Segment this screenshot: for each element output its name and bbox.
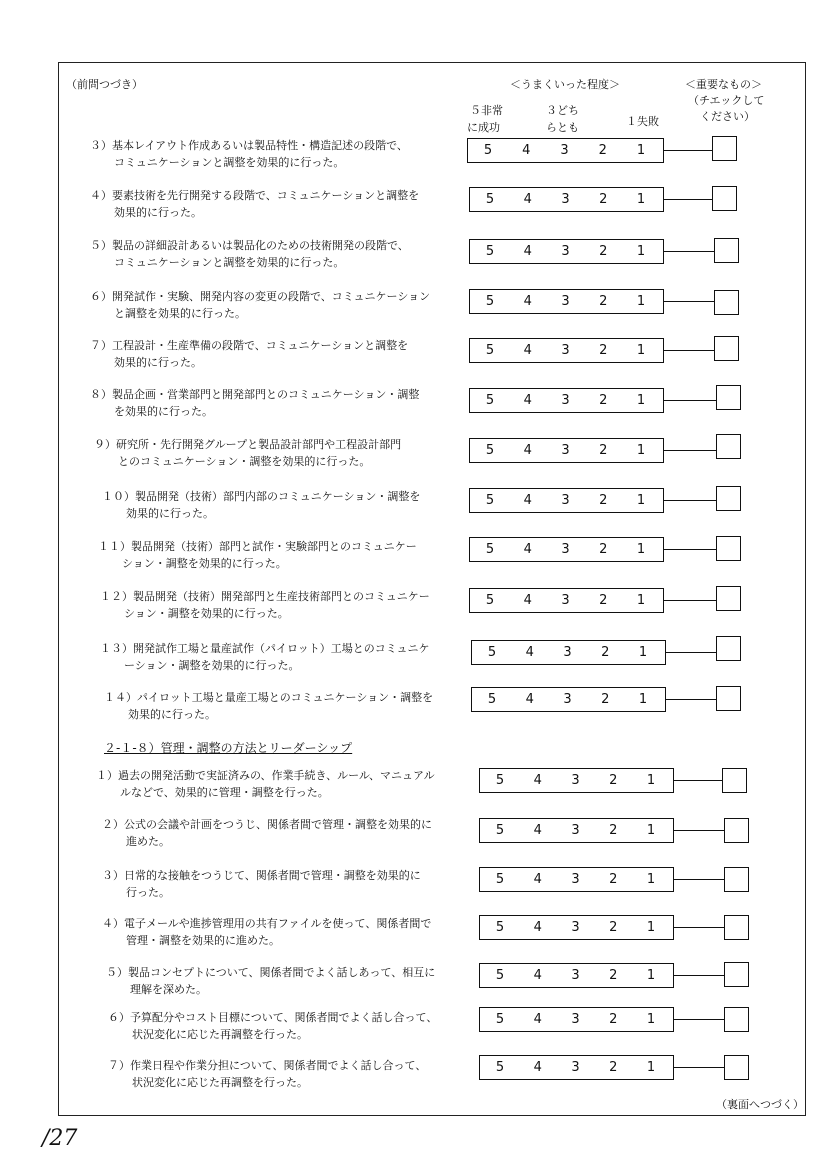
rating-option-3[interactable]: 3 xyxy=(563,645,572,660)
connector-line xyxy=(674,975,724,976)
question-text-line1: 日常的な接触をつうじて、関係者間で管理・調整を効果的に xyxy=(124,869,421,882)
rating-option-4[interactable]: 4 xyxy=(522,143,531,158)
degree-header: ＜うまくいった程度＞ xyxy=(510,78,620,91)
connector-line xyxy=(664,350,714,351)
rating-option-4[interactable]: 4 xyxy=(523,294,532,309)
important-checkbox[interactable] xyxy=(716,536,741,561)
scale-5-label-1: ５非常 xyxy=(470,104,503,117)
rating-option-2[interactable]: 2 xyxy=(609,872,618,887)
rating-option-5[interactable]: 5 xyxy=(487,645,497,660)
rating-option-2[interactable]: 2 xyxy=(599,343,608,358)
comm-question xyxy=(90,237,409,271)
rating-option-4[interactable]: 4 xyxy=(523,393,532,408)
rating-scale xyxy=(471,687,666,712)
question-text-line1: 製品開発（技術）開発部門と生産技術部門とのコミュニケー xyxy=(133,590,430,603)
question-text-line2: 行った。 xyxy=(126,886,170,899)
rating-option-4[interactable]: 4 xyxy=(523,244,532,259)
comm-question xyxy=(100,640,430,674)
rating-option-5[interactable]: 5 xyxy=(485,443,495,458)
question-text-line1: 開発試作工場と量産試作（パイロット）工場とのコミュニケ xyxy=(133,642,430,655)
rating-scale xyxy=(479,768,674,793)
comm-question xyxy=(98,538,417,572)
section-title: ２-１-８）管理・調整の方法とリーダーシップ xyxy=(104,741,353,755)
question-text-line2: と調整を効果的に行った。 xyxy=(114,307,246,320)
question-text-line1: 要素技術を先行開発する段階で、コミュニケーションと調整を xyxy=(112,189,420,202)
mgmt-question xyxy=(96,767,435,801)
question-text-line1: 研究所・先行開発グループと製品設計部門や工程設計部門 xyxy=(116,438,402,451)
scale-3-label-1: ３どち xyxy=(546,104,579,117)
connector-line xyxy=(666,699,716,700)
question-text-line1: 基本レイアウト作成あるいは製品特性・構造記述の段階で、 xyxy=(112,139,408,152)
important-checkbox[interactable] xyxy=(716,486,741,511)
rating-option-5[interactable]: 5 xyxy=(485,244,495,259)
rating-option-4[interactable]: 4 xyxy=(523,493,532,508)
comm-question xyxy=(104,689,433,723)
question-text-line2: 進めた。 xyxy=(126,835,170,848)
rating-option-3[interactable]: 3 xyxy=(561,493,570,508)
rating-option-4[interactable]: 4 xyxy=(533,823,542,838)
scale-1-label: １失敗 xyxy=(626,115,659,128)
important-checkbox[interactable] xyxy=(712,186,737,211)
comm-question xyxy=(90,137,408,171)
rating-scale xyxy=(479,1055,674,1080)
rating-option-3[interactable]: 3 xyxy=(561,192,570,207)
question-text-line2: ション・調整を効果的に行った。 xyxy=(122,557,287,570)
connector-line xyxy=(674,780,722,781)
rating-option-2[interactable]: 2 xyxy=(601,692,610,707)
rating-option-5[interactable]: 5 xyxy=(487,692,497,707)
question-text-line1: 製品企画・営業部門と開発部門とのコミュニケーション・調整 xyxy=(112,388,420,401)
question-number: ７） xyxy=(108,1059,130,1072)
rating-option-1[interactable]: 1 xyxy=(646,773,656,788)
important-checkbox[interactable] xyxy=(716,686,741,711)
rating-option-4[interactable]: 4 xyxy=(533,920,542,935)
connector-line xyxy=(674,927,724,928)
rating-option-5[interactable]: 5 xyxy=(483,143,493,158)
question-number: １４） xyxy=(104,691,137,704)
check-instruction-2: ください） xyxy=(700,110,755,123)
rating-scale xyxy=(469,289,664,314)
connector-line xyxy=(674,1019,724,1020)
question-text-line2: ション・調整を効果的に行った。 xyxy=(124,607,289,620)
question-number: ６） xyxy=(90,290,112,303)
rating-option-2[interactable]: 2 xyxy=(609,773,618,788)
important-checkbox[interactable] xyxy=(714,238,739,263)
question-number: １３） xyxy=(100,642,133,655)
rating-option-3[interactable]: 3 xyxy=(563,692,572,707)
rating-option-5[interactable]: 5 xyxy=(495,968,505,983)
rating-scale xyxy=(469,438,664,463)
rating-option-1[interactable]: 1 xyxy=(636,192,646,207)
question-number: ６） xyxy=(108,1011,130,1024)
question-text-line2: 理解を深めた。 xyxy=(130,983,207,996)
rating-option-5[interactable]: 5 xyxy=(485,294,495,309)
rating-option-3[interactable]: 3 xyxy=(561,343,570,358)
question-text-line1: 製品開発（技術）部門内部のコミュニケーション・調整を xyxy=(135,490,421,503)
rating-option-1[interactable]: 1 xyxy=(636,143,646,158)
question-text-line2: 効果的に行った。 xyxy=(114,356,202,369)
important-checkbox[interactable] xyxy=(724,1007,749,1032)
rating-option-2[interactable]: 2 xyxy=(599,593,608,608)
rating-option-3[interactable]: 3 xyxy=(571,773,580,788)
rating-option-5[interactable]: 5 xyxy=(495,1012,505,1027)
question-text-line1: 過去の開発活動で実証済みの、作業手続き、ルール、マニュアル xyxy=(118,769,435,782)
important-checkbox[interactable] xyxy=(716,434,741,459)
question-text-line1: 電子メールや進捗管理用の共有ファイルを使って、関係者間で xyxy=(124,917,432,930)
connector-line xyxy=(664,549,716,550)
rating-option-1[interactable]: 1 xyxy=(636,343,646,358)
question-text-line1: 工程設計・生産準備の段階で、コミュニケーションと調整を xyxy=(112,339,409,352)
question-text-line2: ーション・調整を効果的に行った。 xyxy=(124,659,300,672)
rating-scale xyxy=(467,138,664,163)
rating-option-5[interactable]: 5 xyxy=(485,192,495,207)
connector-line xyxy=(664,150,712,151)
important-checkbox[interactable] xyxy=(724,1055,749,1080)
rating-option-1[interactable]: 1 xyxy=(646,823,656,838)
question-text-line2: 状況変化に応じた再調整を行った。 xyxy=(132,1076,308,1089)
question-number: ３） xyxy=(102,869,124,882)
connector-line xyxy=(664,251,714,252)
rating-option-2[interactable]: 2 xyxy=(599,393,608,408)
rating-option-1[interactable]: 1 xyxy=(638,645,648,660)
comm-question xyxy=(90,386,419,420)
rating-option-3[interactable]: 3 xyxy=(561,294,570,309)
mgmt-question xyxy=(102,816,432,850)
question-text-line2: 効果的に行った。 xyxy=(128,708,216,721)
question-number: １） xyxy=(96,769,118,782)
question-text-line2: コミュニケーションと調整を効果的に行った。 xyxy=(114,256,345,269)
rating-scale xyxy=(471,640,666,665)
rating-scale xyxy=(479,915,674,940)
rating-option-3[interactable]: 3 xyxy=(571,968,580,983)
rating-option-4[interactable]: 4 xyxy=(533,968,542,983)
rating-option-2[interactable]: 2 xyxy=(609,968,618,983)
important-header: ＜重要なもの＞ xyxy=(685,78,762,91)
question-text-line2: を効果的に行った。 xyxy=(114,405,213,418)
rating-option-1[interactable]: 1 xyxy=(646,920,656,935)
question-number: ７） xyxy=(90,339,112,352)
rating-option-4[interactable]: 4 xyxy=(523,593,532,608)
rating-option-3[interactable]: 3 xyxy=(560,143,569,158)
rating-option-4[interactable]: 4 xyxy=(525,645,534,660)
rating-option-2[interactable]: 2 xyxy=(609,920,618,935)
connector-line xyxy=(674,879,724,880)
important-checkbox[interactable] xyxy=(716,586,741,611)
rating-scale xyxy=(469,588,664,613)
rating-option-3[interactable]: 3 xyxy=(571,823,580,838)
continue-label: （裏面へつづく） xyxy=(716,1098,804,1111)
rating-option-3[interactable]: 3 xyxy=(561,244,570,259)
connector-line xyxy=(664,400,716,401)
mgmt-question xyxy=(108,1009,437,1043)
question-number: ３） xyxy=(90,139,112,152)
question-text-line2: とのコミュニケーション・調整を効果的に行った。 xyxy=(118,455,371,468)
mgmt-question xyxy=(106,964,435,998)
rating-option-5[interactable]: 5 xyxy=(485,542,495,557)
rating-option-4[interactable]: 4 xyxy=(523,192,532,207)
important-checkbox[interactable] xyxy=(724,867,749,892)
rating-option-4[interactable]: 4 xyxy=(533,1060,542,1075)
question-text-line1: 製品開発（技術）部門と試作・実験部門とのコミュニケー xyxy=(131,540,417,553)
rating-option-3[interactable]: 3 xyxy=(571,1012,580,1027)
connector-line xyxy=(674,1067,724,1068)
rating-option-5[interactable]: 5 xyxy=(495,1060,505,1075)
important-checkbox[interactable] xyxy=(716,636,741,661)
rating-option-1[interactable]: 1 xyxy=(636,393,646,408)
comm-question xyxy=(94,436,401,470)
mgmt-question xyxy=(102,867,421,901)
connector-line xyxy=(664,301,714,302)
rating-option-4[interactable]: 4 xyxy=(533,872,542,887)
rating-option-2[interactable]: 2 xyxy=(599,542,608,557)
important-checkbox[interactable] xyxy=(714,290,739,315)
rating-option-4[interactable]: 4 xyxy=(533,773,542,788)
rating-option-1[interactable]: 1 xyxy=(636,294,646,309)
rating-option-2[interactable]: 2 xyxy=(599,493,608,508)
rating-scale xyxy=(469,537,664,562)
question-number: ８） xyxy=(90,388,112,401)
scale-5-label-2: に成功 xyxy=(467,121,500,134)
rating-option-5[interactable]: 5 xyxy=(485,493,495,508)
check-instruction: （チエックして xyxy=(688,94,765,107)
continued-label: （前問つづき） xyxy=(66,78,143,91)
connector-line xyxy=(664,500,716,501)
comm-question xyxy=(90,187,419,221)
important-checkbox[interactable] xyxy=(722,768,747,793)
question-text-line2: 状況変化に応じた再調整を行った。 xyxy=(132,1028,308,1041)
rating-scale xyxy=(479,867,674,892)
rating-scale xyxy=(479,1007,674,1032)
rating-option-1[interactable]: 1 xyxy=(636,542,646,557)
rating-scale xyxy=(469,187,664,212)
rating-option-5[interactable]: 5 xyxy=(495,872,505,887)
rating-option-5[interactable]: 5 xyxy=(495,773,505,788)
rating-option-1[interactable]: 1 xyxy=(646,1060,656,1075)
rating-option-5[interactable]: 5 xyxy=(495,823,505,838)
rating-option-5[interactable]: 5 xyxy=(485,343,495,358)
rating-option-2[interactable]: 2 xyxy=(609,1060,618,1075)
rating-option-2[interactable]: 2 xyxy=(599,443,608,458)
question-number: １１） xyxy=(98,540,131,553)
rating-option-5[interactable]: 5 xyxy=(495,920,505,935)
mgmt-question xyxy=(102,915,431,949)
rating-option-1[interactable]: 1 xyxy=(636,443,646,458)
rating-option-4[interactable]: 4 xyxy=(525,692,534,707)
comm-question xyxy=(90,288,430,322)
rating-option-3[interactable]: 3 xyxy=(561,593,570,608)
connector-line xyxy=(674,830,724,831)
important-checkbox[interactable] xyxy=(724,915,749,940)
rating-option-2[interactable]: 2 xyxy=(599,294,608,309)
question-text-line2: 効果的に行った。 xyxy=(126,507,214,520)
important-checkbox[interactable] xyxy=(724,962,749,987)
question-text-line1: 公式の会議や計画をつうじ、関係者間で管理・調整を効果的に xyxy=(124,818,432,831)
connector-line xyxy=(664,600,716,601)
rating-option-3[interactable]: 3 xyxy=(571,920,580,935)
important-checkbox[interactable] xyxy=(716,385,741,410)
rating-option-2[interactable]: 2 xyxy=(601,645,610,660)
rating-option-3[interactable]: 3 xyxy=(561,443,570,458)
connector-line xyxy=(664,450,716,451)
question-number: ４） xyxy=(90,189,112,202)
rating-option-2[interactable]: 2 xyxy=(599,244,608,259)
rating-option-3[interactable]: 3 xyxy=(571,872,580,887)
rating-option-3[interactable]: 3 xyxy=(561,542,570,557)
connector-line xyxy=(666,652,716,653)
question-text-line1: 作業日程や作業分担について、関係者間でよく話し合って、 xyxy=(130,1059,427,1072)
rating-option-5[interactable]: 5 xyxy=(485,393,495,408)
question-text-line1: 製品の詳細設計あるいは製品化のための技術開発の段階で、 xyxy=(112,239,409,252)
rating-option-2[interactable]: 2 xyxy=(609,1012,618,1027)
question-number: ４） xyxy=(102,917,124,930)
question-number: １２） xyxy=(100,590,133,603)
mgmt-question xyxy=(108,1057,426,1091)
rating-option-4[interactable]: 4 xyxy=(523,542,532,557)
comm-question xyxy=(90,337,408,371)
comm-question xyxy=(102,488,420,522)
question-text-line2: 効果的に行った。 xyxy=(114,206,202,219)
rating-option-2[interactable]: 2 xyxy=(598,143,607,158)
question-text-line1: 開発試作・実験、開発内容の変更の段階で、コミュニケーション xyxy=(112,290,431,303)
rating-option-3[interactable]: 3 xyxy=(571,1060,580,1075)
question-number: ５） xyxy=(90,239,112,252)
question-number: ５） xyxy=(106,966,128,979)
rating-option-2[interactable]: 2 xyxy=(609,823,618,838)
rating-option-1[interactable]: 1 xyxy=(646,1012,656,1027)
rating-option-1[interactable]: 1 xyxy=(636,493,646,508)
important-checkbox[interactable] xyxy=(712,136,737,161)
question-text-line1: 製品コンセプトについて、関係者間でよく話しあって、相互に xyxy=(128,966,436,979)
question-text-line2: ルなどで、効果的に管理・調整を行った。 xyxy=(120,786,329,799)
rating-option-1[interactable]: 1 xyxy=(646,968,656,983)
rating-option-1[interactable]: 1 xyxy=(636,244,646,259)
question-number: ９） xyxy=(94,438,116,451)
question-text-line2: コミュニケーションと調整を効果的に行った。 xyxy=(114,156,345,169)
rating-option-4[interactable]: 4 xyxy=(533,1012,542,1027)
question-number: ２） xyxy=(102,818,124,831)
rating-option-4[interactable]: 4 xyxy=(523,343,532,358)
important-checkbox[interactable] xyxy=(724,818,749,843)
rating-scale xyxy=(479,818,674,843)
rating-option-4[interactable]: 4 xyxy=(523,443,532,458)
important-checkbox[interactable] xyxy=(714,336,739,361)
rating-option-1[interactable]: 1 xyxy=(646,872,656,887)
question-text-line2: 管理・調整を効果的に進めた。 xyxy=(126,934,280,947)
rating-option-3[interactable]: 3 xyxy=(561,393,570,408)
scale-3-label-2: らとも xyxy=(546,121,579,134)
rating-option-5[interactable]: 5 xyxy=(485,593,495,608)
rating-option-1[interactable]: 1 xyxy=(636,593,646,608)
rating-option-1[interactable]: 1 xyxy=(638,692,648,707)
connector-line xyxy=(664,199,712,200)
rating-scale xyxy=(469,239,664,264)
question-number: １０） xyxy=(102,490,135,503)
comm-question xyxy=(100,588,430,622)
rating-scale xyxy=(479,963,674,988)
question-text-line1: パイロット工場と量産工場とのコミュニケーション・調整を xyxy=(137,691,434,704)
rating-scale xyxy=(469,388,664,413)
rating-scale xyxy=(469,338,664,363)
rating-scale xyxy=(469,488,664,513)
rating-option-2[interactable]: 2 xyxy=(599,192,608,207)
page-number: /27 xyxy=(42,1126,78,1151)
question-text-line1: 予算配分やコスト目標について、関係者間でよく話し合って、 xyxy=(130,1011,438,1024)
